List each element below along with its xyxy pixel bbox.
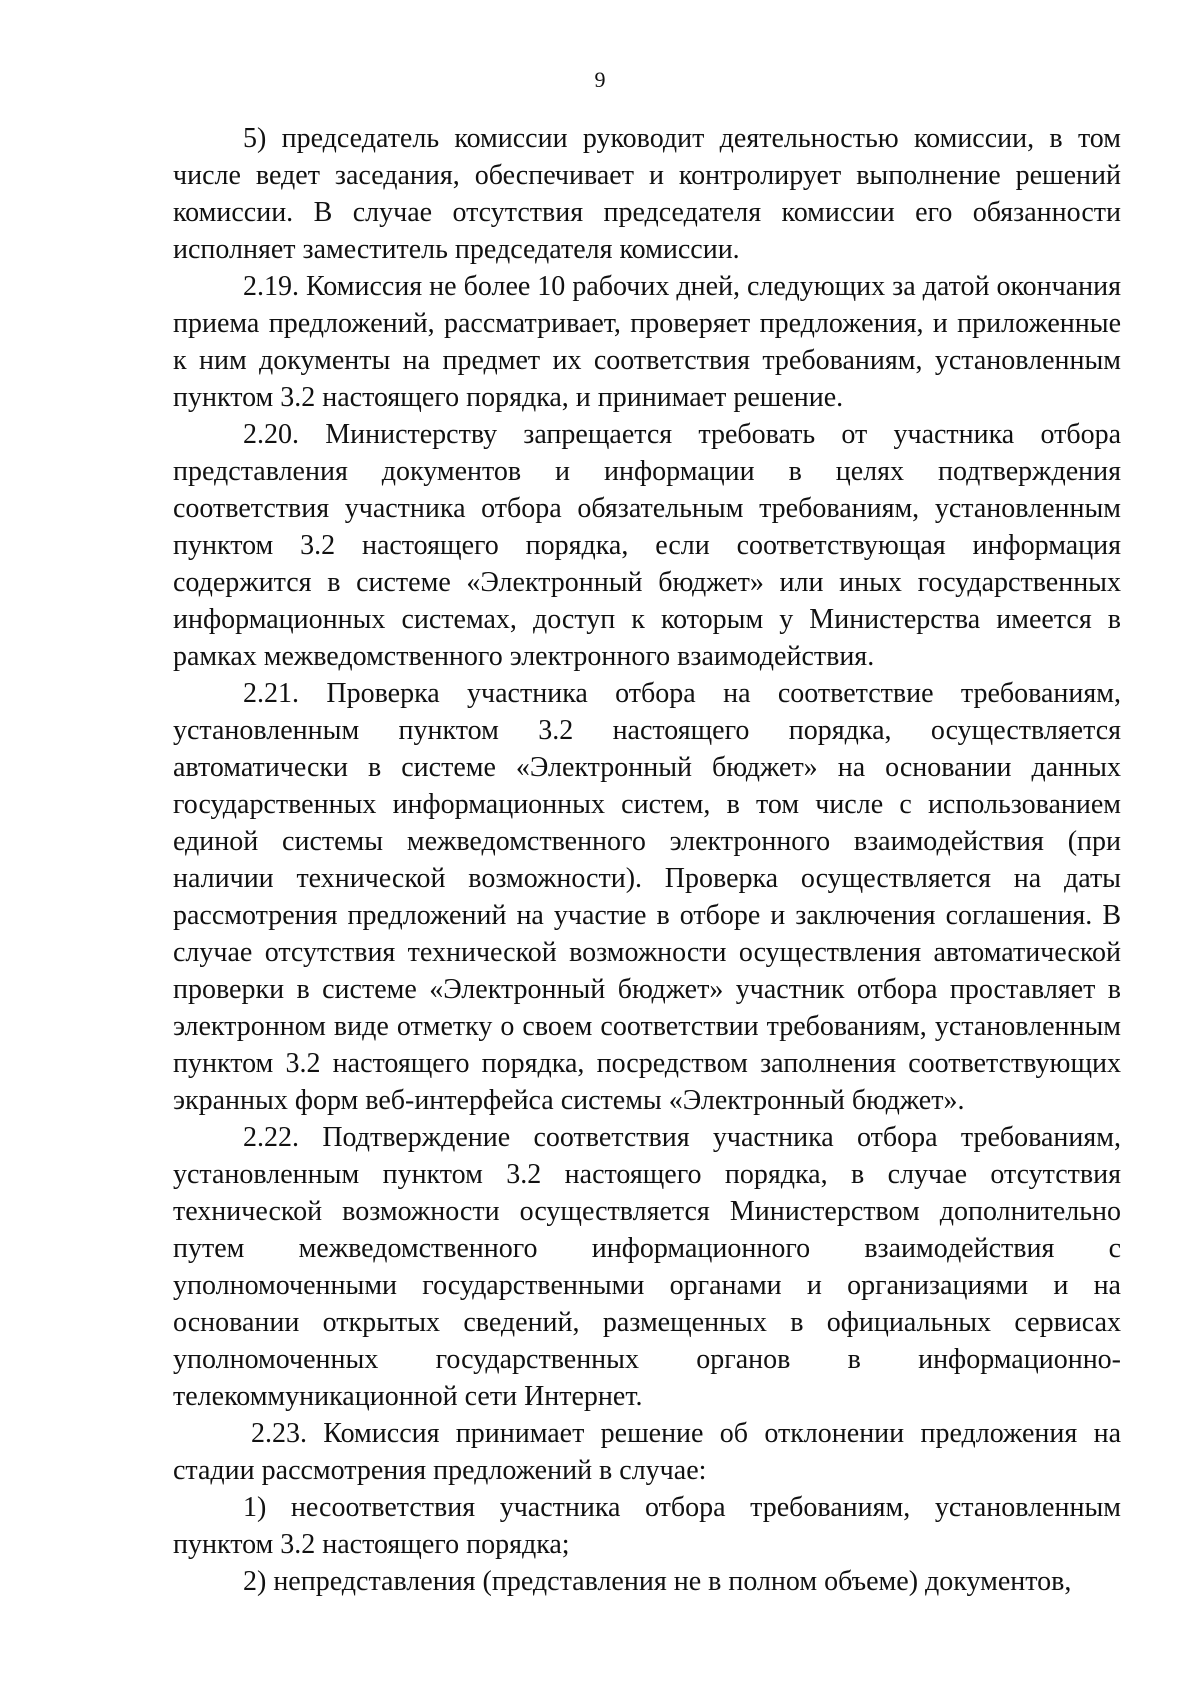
page-number: 9 (594, 67, 606, 92)
document-body (173, 120, 1121, 1600)
paragraph-2-20: 2.20. Министерству запрещается требовать от участника отбора представления документов и информации в целях подтверждения соответствия участника отбора обязательным требованиям, установленным пунктом 3.2 настоящего порядка, если соответствующая информация содержится в системе «Электронный бюджет» или иных государственных информационных системах, доступ к которым у Министерства имеется в рамках межведомственного электронного взаимодействия. (173, 419, 1121, 672)
paragraph-2-23: 2.23. Комиссия принимает решение об отклонении предложения на стадии рассмотрения предложений в случае: (173, 1418, 1121, 1486)
paragraph-2-22: 2.22. Подтверждение соответствия участника отбора требованиям, установленным пунктом 3.2 настоящего порядка, в случае отсутствия технической возможности осуществляется Министерством дополнительно путем межведомственного информационного взаимодействия с уполномоченными государственными органами и организациями и на основании открытых сведений, размещенных в официальных сервисах уполномоченных государственных органов в информационно-телекоммуникационной сети Интернет. (173, 1122, 1121, 1412)
paragraph-item-1: 1) несоответствия участника отбора требованиям, установленным пунктом 3.2 настоящего порядка; (173, 1492, 1121, 1560)
paragraph-item-2: 2) непредставления (представления не в полном объеме) документов, (243, 1566, 1072, 1597)
paragraph-2-19: 2.19. Комиссия не более 10 рабочих дней, следующих за датой окончания приема предложений, рассматривает, проверяет предложения, и приложенные к ним документы на предмет их соответствия требованиям, установленным пунктом 3.2 настоящего порядка, и принимает решение. (173, 271, 1121, 413)
paragraph-2-21: 2.21. Проверка участника отбора на соответствие требованиям, установленным пунктом 3.2 настоящего порядка, осуществляется автоматически в системе «Электронный бюджет» на основании данных государственных информационных систем, в том числе с использованием единой системы межведомственного электронного взаимодействия (при наличии технической возможности). Проверка осуществляется на даты рассмотрения предложений на участие в отборе и заключения соглашения. В случае отсутствия технической возможности осуществления автоматической проверки в системе «Электронный бюджет» участник отбора проставляет в электронном виде отметку о своем соответствии требованиям, установленным пунктом 3.2 настоящего порядка, посредством заполнения соответствующих экранных форм веб-интерфейса системы «Электронный бюджет». (173, 678, 1121, 1116)
paragraph-item-5: 5) председатель комиссии руководит деятельностью комиссии, в том числе ведет заседания, обеспечивает и контролирует выполнение решений комиссии. В случае отсутствия председателя комиссии его обязанности исполняет заместитель председателя комиссии. (173, 123, 1121, 265)
